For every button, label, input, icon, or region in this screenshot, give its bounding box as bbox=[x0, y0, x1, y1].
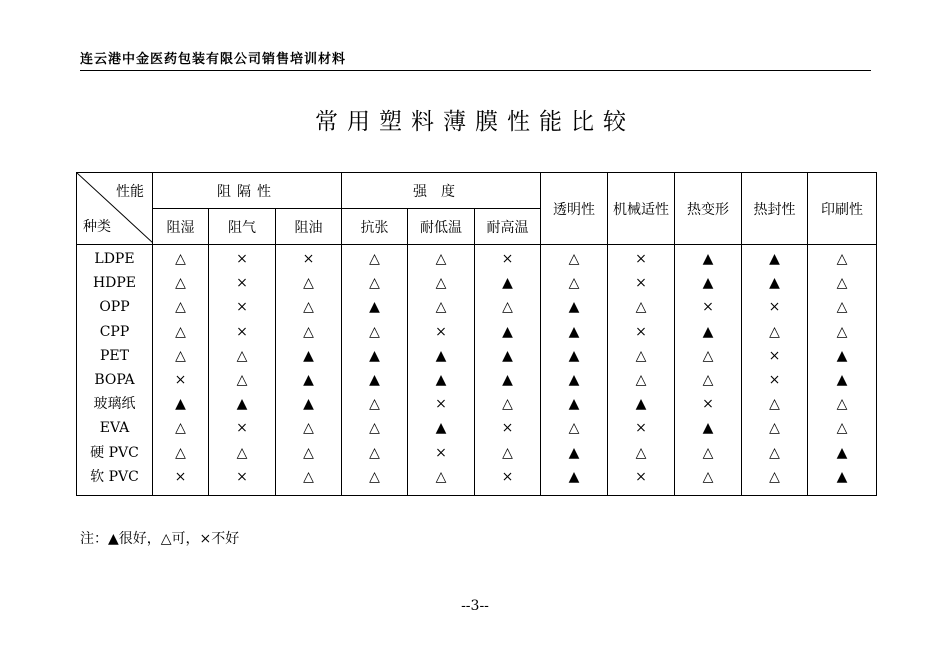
rating-symbol: △ bbox=[303, 275, 314, 292]
rating-symbol: ▲ bbox=[702, 420, 714, 437]
rating-symbol: △ bbox=[502, 444, 513, 461]
rating-symbol: × bbox=[501, 251, 514, 267]
rating-symbol: × bbox=[236, 468, 248, 485]
rating-symbol: ▲ bbox=[303, 371, 314, 388]
rating-symbol: × bbox=[435, 396, 447, 413]
rating-symbol: × bbox=[236, 251, 248, 267]
subheader-gas: 阻气 bbox=[209, 209, 276, 245]
rating-symbol: ▲ bbox=[303, 396, 314, 413]
rating-symbol: ▲ bbox=[702, 323, 714, 340]
rating-symbol: ▲ bbox=[303, 347, 314, 364]
material-name: HDPE bbox=[92, 275, 137, 292]
rating-symbol: △ bbox=[303, 323, 314, 340]
rating-symbol: ▲ bbox=[568, 396, 580, 413]
rating-symbol: △ bbox=[568, 251, 580, 267]
rating-symbol: △ bbox=[369, 275, 380, 292]
rating-symbol: △ bbox=[769, 420, 780, 437]
rating-symbol: × bbox=[501, 420, 514, 437]
material-name: LDPE bbox=[94, 251, 135, 267]
rating-symbol: △ bbox=[435, 468, 447, 485]
rating-symbol: × bbox=[635, 251, 647, 267]
header-heat-deform: 热变形 bbox=[675, 173, 742, 245]
rating-symbol: △ bbox=[635, 299, 647, 316]
rating-column bbox=[608, 245, 675, 496]
rating-symbol: △ bbox=[568, 275, 580, 292]
rating-symbol: △ bbox=[702, 468, 714, 485]
rating-symbol: △ bbox=[769, 444, 780, 461]
rating-symbol: ▲ bbox=[568, 299, 580, 316]
rating-symbol: ▲ bbox=[568, 444, 580, 461]
rating-symbol: △ bbox=[769, 396, 780, 413]
header-machinability: 机械适性 bbox=[608, 173, 675, 245]
rating-symbol: ▲ bbox=[702, 251, 714, 267]
rating-symbol: ▲ bbox=[502, 323, 513, 340]
rating-symbol: ▲ bbox=[568, 347, 580, 364]
rating-symbol: △ bbox=[702, 444, 714, 461]
rating-symbol: × bbox=[702, 299, 714, 316]
rating-symbol: ▲ bbox=[769, 275, 780, 292]
material-name: PET bbox=[100, 347, 129, 364]
rating-column bbox=[675, 245, 742, 496]
page-number: --3-- bbox=[461, 598, 489, 614]
table-body-row bbox=[77, 245, 877, 496]
subheader-tensile: 抗张 bbox=[342, 209, 408, 245]
rating-symbol: △ bbox=[175, 299, 186, 316]
material-name: 硬 PVC bbox=[90, 444, 139, 461]
rating-symbol: △ bbox=[175, 251, 186, 267]
material-name: BOPA bbox=[94, 371, 135, 388]
rating-column bbox=[276, 245, 342, 496]
rating-column bbox=[742, 245, 808, 496]
rating-symbol: △ bbox=[836, 323, 848, 340]
rating-symbol: ▲ bbox=[369, 371, 380, 388]
header-printing: 印刷性 bbox=[808, 173, 877, 245]
group-header-strength: 强度 bbox=[342, 173, 541, 209]
rating-symbol: ▲ bbox=[836, 468, 848, 485]
header-rule bbox=[80, 70, 871, 71]
rating-symbol: ▲ bbox=[568, 371, 580, 388]
rating-symbol: △ bbox=[836, 275, 848, 292]
rating-symbol: △ bbox=[369, 420, 380, 437]
rating-column bbox=[541, 245, 608, 496]
rating-symbol: ▲ bbox=[702, 275, 714, 292]
rating-symbol: ▲ bbox=[502, 275, 513, 292]
rating-symbol: × bbox=[768, 299, 781, 316]
rating-symbol: △ bbox=[236, 444, 248, 461]
rating-symbol: × bbox=[236, 323, 248, 340]
rating-column bbox=[153, 245, 209, 496]
material-name: 玻璃纸 bbox=[93, 396, 136, 413]
rating-symbol: ▲ bbox=[502, 347, 513, 364]
rating-column bbox=[475, 245, 541, 496]
rating-symbol: △ bbox=[236, 347, 248, 364]
rating-symbol: ▲ bbox=[836, 444, 848, 461]
rating-symbol: × bbox=[174, 468, 187, 485]
rating-symbol: △ bbox=[435, 299, 447, 316]
rating-symbol: × bbox=[768, 347, 781, 364]
material-column bbox=[77, 245, 153, 496]
corner-header-cell bbox=[77, 173, 153, 245]
rating-symbol: △ bbox=[236, 371, 248, 388]
rating-column bbox=[209, 245, 276, 496]
rating-symbol: × bbox=[236, 420, 248, 437]
material-name: OPP bbox=[99, 299, 130, 316]
rating-symbol: ▲ bbox=[836, 347, 848, 364]
rating-column bbox=[342, 245, 408, 496]
rating-symbol: ▲ bbox=[435, 371, 447, 388]
rating-symbol: ▲ bbox=[175, 396, 186, 413]
rating-symbol: ▲ bbox=[568, 468, 580, 485]
rating-symbol: △ bbox=[175, 323, 186, 340]
rating-symbol: × bbox=[635, 468, 647, 485]
rating-symbol: × bbox=[768, 371, 781, 388]
rating-symbol: △ bbox=[836, 420, 848, 437]
rating-symbol: × bbox=[435, 444, 447, 461]
rating-symbol: △ bbox=[502, 299, 513, 316]
rating-symbol: ▲ bbox=[502, 371, 513, 388]
corner-label-property: 性能 bbox=[116, 184, 144, 200]
material-name: 软 PVC bbox=[90, 468, 139, 485]
rating-symbol: × bbox=[702, 396, 714, 413]
rating-symbol: △ bbox=[369, 444, 380, 461]
rating-symbol: △ bbox=[635, 347, 647, 364]
rating-symbol: △ bbox=[175, 420, 186, 437]
page-title: 常用塑料薄膜性能比较 bbox=[315, 109, 635, 135]
rating-symbol: △ bbox=[175, 275, 186, 292]
rating-symbol: △ bbox=[303, 299, 314, 316]
rating-symbol: △ bbox=[369, 323, 380, 340]
rating-symbol: × bbox=[435, 323, 447, 340]
film-properties-table bbox=[76, 172, 877, 496]
rating-symbol: △ bbox=[435, 251, 447, 267]
rating-symbol: △ bbox=[836, 299, 848, 316]
rating-symbol: △ bbox=[502, 396, 513, 413]
subheader-oil: 阻油 bbox=[276, 209, 342, 245]
rating-symbol: × bbox=[635, 420, 647, 437]
rating-symbol: × bbox=[501, 468, 514, 485]
rating-symbol: △ bbox=[769, 468, 780, 485]
rating-symbol: ▲ bbox=[236, 396, 248, 413]
subheader-high-temp: 耐高温 bbox=[475, 209, 541, 245]
rating-symbol: △ bbox=[769, 323, 780, 340]
header-transparency: 透明性 bbox=[541, 173, 608, 245]
rating-symbol: △ bbox=[175, 444, 186, 461]
rating-symbol: △ bbox=[836, 396, 848, 413]
rating-symbol: ▲ bbox=[369, 299, 380, 316]
subheader-moisture: 阻湿 bbox=[153, 209, 209, 245]
rating-symbol: △ bbox=[836, 251, 848, 267]
corner-label-type: 种类 bbox=[83, 219, 111, 235]
rating-symbol: △ bbox=[303, 420, 314, 437]
rating-symbol: × bbox=[174, 371, 187, 388]
rating-symbol: ▲ bbox=[435, 420, 447, 437]
rating-symbol: △ bbox=[175, 347, 186, 364]
rating-symbol: △ bbox=[702, 347, 714, 364]
legend-note: 注：▲很好，△可，×不好 bbox=[80, 531, 240, 547]
rating-symbol: × bbox=[635, 275, 647, 292]
rating-symbol: △ bbox=[568, 420, 580, 437]
rating-symbol: ▲ bbox=[836, 371, 848, 388]
rating-symbol: △ bbox=[303, 444, 314, 461]
rating-symbol: ▲ bbox=[635, 396, 647, 413]
header-heat-seal: 热封性 bbox=[742, 173, 808, 245]
rating-symbol: △ bbox=[369, 396, 380, 413]
rating-symbol: △ bbox=[702, 371, 714, 388]
rating-symbol: × bbox=[236, 275, 248, 292]
rating-symbol: △ bbox=[435, 275, 447, 292]
group-header-barrier: 阻隔性 bbox=[153, 173, 342, 209]
rating-symbol: △ bbox=[635, 444, 647, 461]
rating-symbol: ▲ bbox=[568, 323, 580, 340]
rating-symbol: ▲ bbox=[769, 251, 780, 267]
document-header: 连云港中金医药包装有限公司销售培训材料 bbox=[80, 52, 347, 67]
material-name: EVA bbox=[99, 420, 130, 437]
rating-symbol: △ bbox=[369, 468, 380, 485]
material-name: CPP bbox=[99, 323, 130, 340]
rating-symbol: ▲ bbox=[369, 347, 380, 364]
rating-symbol: × bbox=[302, 251, 315, 267]
subheader-low-temp: 耐低温 bbox=[408, 209, 475, 245]
rating-column bbox=[408, 245, 475, 496]
rating-symbol: △ bbox=[635, 371, 647, 388]
rating-symbol: △ bbox=[369, 251, 380, 267]
rating-symbol: × bbox=[236, 299, 248, 316]
rating-symbol: ▲ bbox=[435, 347, 447, 364]
rating-symbol: × bbox=[635, 323, 647, 340]
rating-column bbox=[808, 245, 877, 496]
rating-symbol: △ bbox=[303, 468, 314, 485]
